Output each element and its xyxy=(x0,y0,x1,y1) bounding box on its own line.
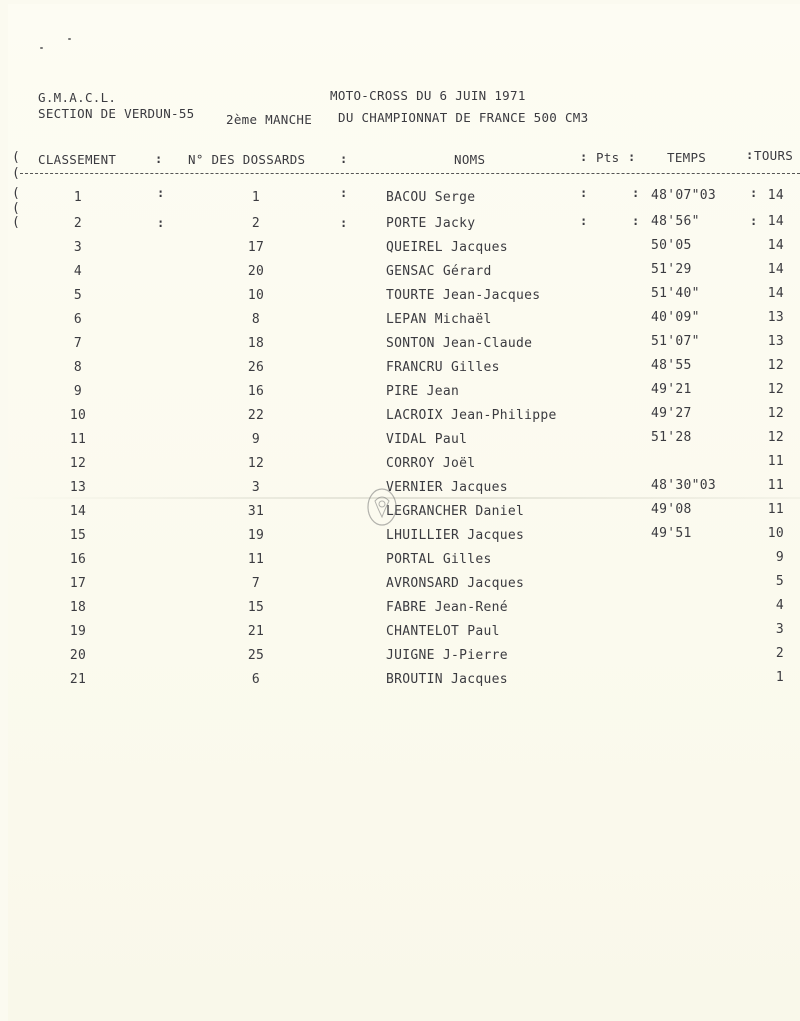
cell-temps: 49'21 xyxy=(651,382,692,397)
cell-dossard: 3 xyxy=(251,480,261,495)
cell-dossard: 26 xyxy=(247,360,265,375)
cell-dossard: 19 xyxy=(247,528,265,543)
cell-tours: 12 xyxy=(767,430,784,445)
separator: : xyxy=(580,186,588,200)
separator: : xyxy=(750,214,758,228)
cell-classement: 15 xyxy=(69,528,87,543)
cell-nom: SONTON Jean-Claude xyxy=(386,336,533,351)
paper-fold xyxy=(8,497,800,499)
cell-tours: 12 xyxy=(767,382,784,397)
event-title: MOTO-CROSS DU 6 JUIN 1971 xyxy=(330,88,526,103)
cell-dossard: 25 xyxy=(247,648,265,663)
cell-temps: 40'09" xyxy=(651,310,700,325)
col-header-temps: TEMPS xyxy=(667,150,707,165)
cell-dossard: 12 xyxy=(247,456,265,471)
cell-classement: 14 xyxy=(69,504,87,519)
cell-tours: 4 xyxy=(775,598,784,613)
club-stamp-icon xyxy=(365,487,399,527)
separator: : xyxy=(340,186,348,200)
cell-classement: 16 xyxy=(69,552,87,567)
cell-dossard: 11 xyxy=(247,552,265,567)
cell-tours: 1 xyxy=(775,670,784,685)
cell-nom: CHANTELOT Paul xyxy=(386,624,500,639)
cell-classement: 11 xyxy=(69,432,87,447)
cell-temps: 51'29 xyxy=(651,262,692,277)
separator: : xyxy=(580,214,588,228)
cell-dossard: 2 xyxy=(251,216,261,231)
cell-nom: QUEIREL Jacques xyxy=(386,240,508,255)
cell-tours: 9 xyxy=(775,550,784,565)
ink-speck xyxy=(40,47,43,49)
cell-tours: 14 xyxy=(767,262,784,277)
cell-classement: 4 xyxy=(73,264,83,279)
header-rule xyxy=(20,173,800,174)
separator: : xyxy=(750,186,758,200)
cell-classement: 6 xyxy=(73,312,83,327)
cell-dossard: 7 xyxy=(251,576,261,591)
cell-dossard: 9 xyxy=(251,432,261,447)
col-header-noms: NOMS xyxy=(454,152,486,167)
cell-temps: 51'28 xyxy=(651,430,692,445)
separator: : xyxy=(340,152,348,166)
cell-classement: 20 xyxy=(69,648,87,663)
cell-dossard: 21 xyxy=(247,624,265,639)
cell-dossard: 18 xyxy=(247,336,265,351)
paren-mark: ( xyxy=(12,186,20,201)
cell-dossard: 31 xyxy=(247,504,265,519)
col-header-pts: Pts xyxy=(596,150,620,165)
event-manche: 2ème MANCHE xyxy=(226,112,313,127)
paren-mark: ( xyxy=(12,150,20,165)
cell-classement: 9 xyxy=(73,384,83,399)
cell-nom: PORTAL Gilles xyxy=(386,552,492,567)
separator: : xyxy=(157,186,165,200)
cell-nom: LHUILLIER Jacques xyxy=(386,528,525,543)
cell-tours: 14 xyxy=(767,214,784,229)
cell-nom: PORTE Jacky xyxy=(386,216,476,231)
cell-temps: 48'07"03 xyxy=(651,188,717,203)
cell-classement: 3 xyxy=(73,240,83,255)
cell-temps: 48'56" xyxy=(651,214,700,229)
cell-classement: 12 xyxy=(69,456,87,471)
separator: : xyxy=(632,214,640,228)
cell-classement: 8 xyxy=(73,360,83,375)
separator: : xyxy=(632,186,640,200)
cell-classement: 21 xyxy=(69,672,87,687)
cell-nom: VIDAL Paul xyxy=(386,432,468,447)
cell-nom: LEGRANCHER Daniel xyxy=(386,504,525,519)
cell-nom: FABRE Jean-René xyxy=(386,600,508,615)
paren-mark: ( xyxy=(12,215,20,230)
cell-nom: BROUTIN Jacques xyxy=(386,672,508,687)
cell-nom: BACOU Serge xyxy=(386,190,476,205)
cell-classement: 1 xyxy=(73,190,83,205)
cell-nom: TOURTE Jean-Jacques xyxy=(386,288,541,303)
cell-tours: 13 xyxy=(767,334,784,349)
cell-temps: 48'30"03 xyxy=(651,478,717,493)
cell-nom: GENSAC Gérard xyxy=(386,264,492,279)
event-championship: DU CHAMPIONNAT DE FRANCE 500 CM3 xyxy=(338,110,589,125)
cell-temps: 49'51 xyxy=(651,526,692,541)
col-header-classement: CLASSEMENT xyxy=(38,152,117,167)
cell-dossard: 20 xyxy=(247,264,265,279)
ink-speck xyxy=(68,38,71,40)
cell-temps: 51'40" xyxy=(651,286,700,301)
cell-classement: 2 xyxy=(73,216,83,231)
separator: : xyxy=(580,150,588,164)
cell-classement: 5 xyxy=(73,288,83,303)
paren-mark: ( xyxy=(12,166,20,181)
cell-tours: 14 xyxy=(767,188,784,203)
cell-dossard: 8 xyxy=(251,312,261,327)
org-section: SECTION DE VERDUN-55 xyxy=(38,106,195,121)
cell-nom: PIRE Jean xyxy=(386,384,460,399)
cell-nom: AVRONSARD Jacques xyxy=(386,576,525,591)
cell-tours: 12 xyxy=(767,358,784,373)
cell-tours: 12 xyxy=(767,406,784,421)
cell-tours: 13 xyxy=(767,310,784,325)
cell-tours: 11 xyxy=(767,502,784,517)
cell-classement: 10 xyxy=(69,408,87,423)
cell-tours: 14 xyxy=(767,286,784,301)
cell-dossard: 22 xyxy=(247,408,265,423)
cell-nom: LACROIX Jean-Philippe xyxy=(386,408,557,423)
cell-classement: 17 xyxy=(69,576,87,591)
paren-mark: ( xyxy=(12,201,20,216)
cell-classement: 19 xyxy=(69,624,87,639)
cell-temps: 50'05 xyxy=(651,238,692,253)
col-header-tours: TOURS xyxy=(754,148,794,163)
cell-nom: CORROY Joël xyxy=(386,456,476,471)
cell-nom: JUIGNE J-Pierre xyxy=(386,648,508,663)
cell-temps: 51'07" xyxy=(651,334,700,349)
cell-tours: 11 xyxy=(767,478,784,493)
cell-dossard: 15 xyxy=(247,600,265,615)
separator: : xyxy=(628,150,636,164)
separator: : xyxy=(340,216,348,230)
cell-dossard: 1 xyxy=(251,190,261,205)
cell-tours: 10 xyxy=(767,526,784,541)
separator: : xyxy=(155,152,163,166)
cell-nom: FRANCRU Gilles xyxy=(386,360,500,375)
separator: : xyxy=(157,216,165,230)
cell-dossard: 16 xyxy=(247,384,265,399)
cell-dossard: 10 xyxy=(247,288,265,303)
cell-tours: 5 xyxy=(775,574,784,589)
cell-dossard: 17 xyxy=(247,240,265,255)
cell-nom: LEPAN Michaël xyxy=(386,312,492,327)
cell-dossard: 6 xyxy=(251,672,261,687)
separator: : xyxy=(746,148,754,162)
col-header-dossards: N° DES DOSSARDS xyxy=(188,152,306,167)
cell-tours: 14 xyxy=(767,238,784,253)
cell-tours: 3 xyxy=(775,622,784,637)
cell-temps: 48'55 xyxy=(651,358,692,373)
cell-classement: 7 xyxy=(73,336,83,351)
cell-nom: VERNIER Jacques xyxy=(386,480,508,495)
cell-temps: 49'08 xyxy=(651,502,692,517)
cell-classement: 13 xyxy=(69,480,87,495)
cell-tours: 2 xyxy=(775,646,784,661)
cell-classement: 18 xyxy=(69,600,87,615)
cell-temps: 49'27 xyxy=(651,406,692,421)
org-name: G.M.A.C.L. xyxy=(38,90,117,105)
cell-tours: 11 xyxy=(767,454,784,469)
